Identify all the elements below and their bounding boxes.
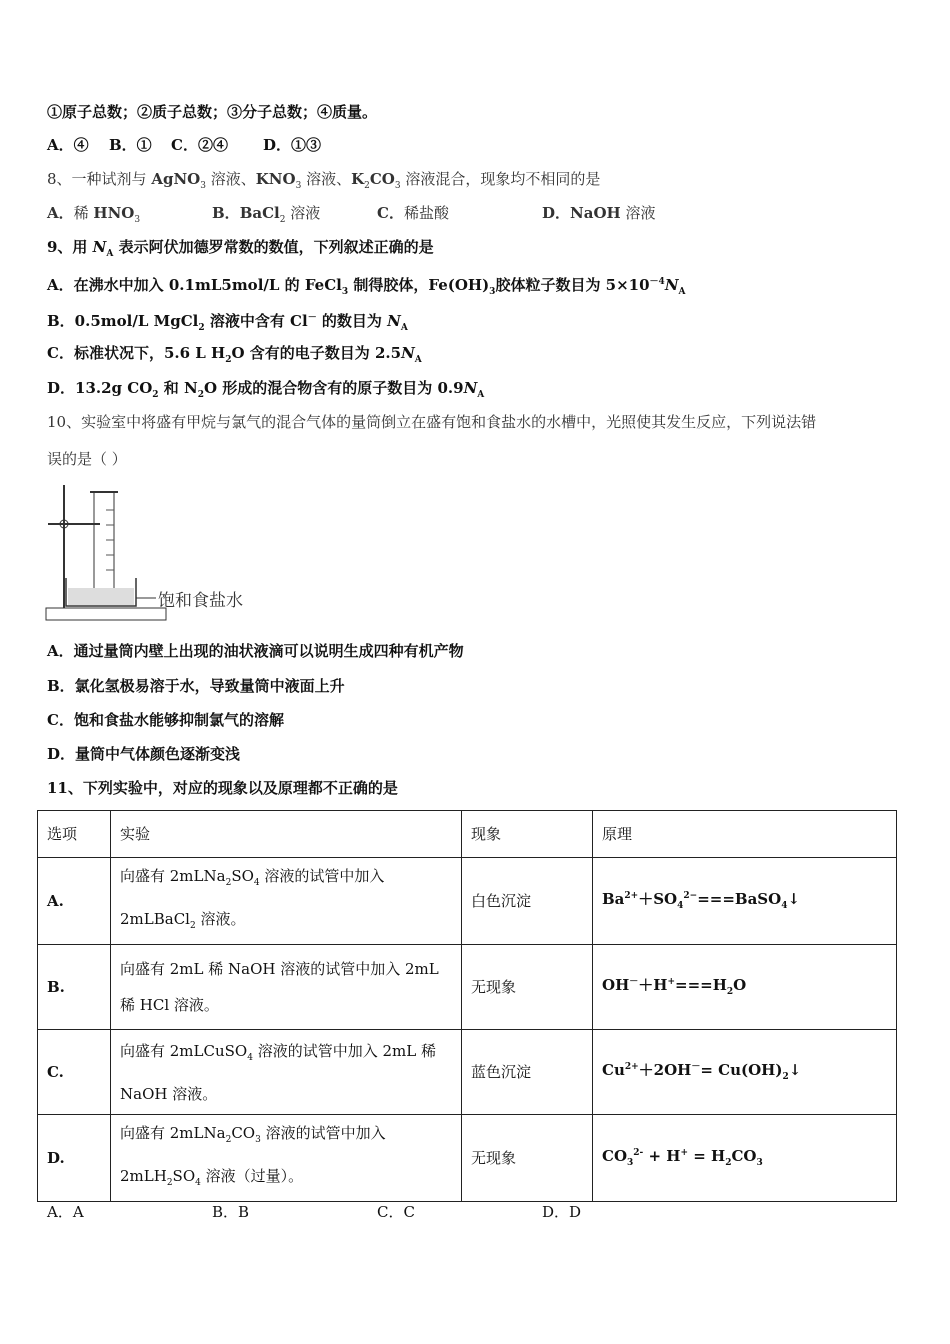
text-segment: A [400, 323, 408, 333]
text-segment: 溶液的试管中加入 2mLBaCl [120, 867, 385, 928]
text-segment: － [307, 313, 317, 323]
text-segment: 稀 [73, 204, 94, 222]
text-segment: 2 [279, 215, 286, 225]
text-segment: A．在沸水中加入 0.1mL5mol/L 的 FeCl [47, 276, 342, 294]
text-line [47, 272, 686, 302]
text-segment: ＋H [638, 976, 668, 994]
text-segment: CO [231, 1124, 256, 1142]
text-segment: 胶体粒子数目为 5×10 [495, 276, 650, 294]
text-segment: 2 [189, 921, 196, 931]
header-option: 选项 [38, 811, 111, 858]
text-line [47, 744, 240, 764]
text-segment: 表示阿伏加德罗常数的数值，下列叙述正确的是 [113, 238, 434, 256]
cell-phenomenon: 白色沉淀 [462, 858, 593, 945]
text-segment: 误的是（ ） [47, 450, 127, 468]
text-segment: BaCl [239, 204, 280, 222]
text-segment: Ba [602, 890, 625, 908]
text-segment: 4 [781, 901, 788, 911]
text-segment: A． [47, 204, 74, 222]
text-segment: 溶液。 [195, 910, 246, 928]
table-row [38, 858, 897, 945]
cell-option: B. [38, 945, 111, 1030]
answer-option [542, 203, 702, 223]
cell-principle [593, 1115, 897, 1202]
text-segment: C．饱和食盐水能够抑制氯气的溶解 [47, 711, 284, 729]
cell-principle [593, 945, 897, 1030]
text-segment: CO [602, 1147, 628, 1165]
table-header-row [38, 811, 897, 858]
text-segment: 2 [225, 1135, 232, 1145]
text-segment: 2 [166, 1178, 173, 1188]
text-segment: C． [377, 204, 404, 222]
text-segment: 3 [255, 1135, 261, 1145]
header-phenomenon: 现象 [462, 811, 593, 858]
text-segment: CO [731, 1147, 757, 1165]
text-segment: 8、一种试剂与 [47, 170, 152, 188]
answer-option: B．B [212, 1203, 250, 1221]
cell-experiment [111, 858, 462, 945]
cell-option: A. [38, 858, 111, 945]
text-segment: 2+ [624, 1062, 639, 1072]
text-segment: 和 N [158, 379, 198, 397]
text-segment: O [733, 976, 747, 994]
cell-experiment [111, 1115, 462, 1202]
text-segment: C．标准状况下，5.6 L H [47, 344, 226, 362]
text-segment: A．④ [47, 136, 89, 154]
text-segment: D．13.2g CO [47, 379, 153, 397]
text-segment: 4 [253, 878, 260, 888]
text-segment: 溶液中含有 Cl [204, 312, 308, 330]
cell-principle [593, 858, 897, 945]
text-line [47, 710, 284, 730]
text-line [47, 641, 464, 661]
text-segment: 2− [683, 891, 698, 901]
text-segment: + [667, 977, 675, 987]
answer-option: A．A [47, 1203, 84, 1221]
text-segment: ①原子总数；②质子总数；③分子总数；④质量。 [47, 103, 378, 121]
text-segment: K [351, 170, 365, 188]
text-segment: 溶液的试管中加入 2mL 稀 NaOH 溶液。 [120, 1041, 436, 1103]
text-segment: = Cu(OH) [700, 1061, 783, 1079]
text-line [47, 449, 127, 469]
text-segment: A [678, 287, 686, 297]
text-segment: 稀盐酸 [403, 204, 449, 222]
text-segment: B．① [109, 136, 152, 154]
cell-phenomenon: 无现象 [462, 1115, 593, 1202]
text-segment: 2 [197, 390, 204, 400]
text-line [47, 169, 600, 196]
text-segment: 2 [725, 1158, 732, 1168]
text-segment: ＋2OH [638, 1061, 692, 1079]
text-segment: 11、下列实验中，对应的现象以及原理都不正确的是 [47, 779, 398, 797]
text-segment: HNO [93, 204, 135, 222]
text-segment: 溶液混合，现象均不相同的是 [400, 170, 601, 188]
text-segment: 向盛有 2mL 稀 NaOH 溶液的试管中加入 2mL 稀 HCl 溶液。 [120, 960, 439, 1014]
text-segment: 2 [225, 878, 232, 888]
text-segment: SO [172, 1167, 196, 1185]
header-experiment: 实验 [111, 811, 462, 858]
text-line [47, 778, 398, 798]
text-segment: 10、实验室中将盛有甲烷与氯气的混合气体的量筒倒立在盛有饱和食盐水的水槽中，光照使其发生反应，下列说法错 [47, 413, 817, 431]
text-line [47, 135, 343, 155]
text-segment: 向盛有 2mLNa [120, 1124, 226, 1142]
text-segment: ===BaSO [697, 890, 782, 908]
text-segment: 溶液、 [205, 170, 256, 188]
answer-option [47, 135, 109, 155]
text-segment: D．量筒中气体颜色逐渐变浅 [47, 745, 241, 763]
text-line [47, 203, 702, 230]
cell-experiment [111, 945, 462, 1030]
text-segment: 3 [489, 287, 496, 297]
text-segment: 4 [677, 901, 684, 911]
text-segment: 向盛有 2mLNa [120, 867, 226, 885]
text-segment: A [477, 390, 485, 400]
text-segment: A [414, 355, 422, 365]
text-segment: D．①③ [263, 136, 322, 154]
cell-phenomenon: 无现象 [462, 945, 593, 1030]
text-line [47, 378, 484, 405]
text-line [47, 412, 816, 432]
text-segment: NaOH [570, 204, 621, 222]
text-segment: A [106, 249, 114, 259]
text-segment: KNO [255, 170, 296, 188]
text-segment: 2+ [624, 891, 639, 901]
text-segment: ↓ [788, 1061, 802, 1079]
text-segment: － [629, 977, 639, 987]
text-segment: 的数目为 [316, 312, 388, 330]
experiment-table [37, 810, 897, 1202]
text-segment: = H [688, 1147, 726, 1165]
text-segment: 2 [726, 987, 734, 997]
text-segment: N [463, 379, 478, 397]
text-segment: 向盛有 2mLCuSO [120, 1041, 248, 1060]
cell-option: C. [38, 1030, 111, 1115]
text-line [47, 237, 434, 264]
text-segment: 3 [394, 181, 401, 191]
cell-phenomenon: 蓝色沉淀 [462, 1030, 593, 1115]
text-segment: ↓ [787, 890, 801, 908]
answer-option [377, 203, 542, 223]
text-line [47, 343, 422, 370]
text-segment: 2 [782, 1072, 789, 1082]
text-segment: C．②④ [171, 136, 228, 154]
answer-option [263, 135, 343, 155]
text-segment: 2 [364, 181, 370, 191]
text-segment: 溶液、 [301, 170, 352, 188]
text-segment: OH [602, 976, 630, 994]
text-segment: AgNO [151, 170, 201, 188]
text-segment: 溶液的试管中加入 2mLH [120, 1124, 386, 1185]
text-segment: 制得胶体，Fe(OH) [348, 276, 490, 294]
text-segment: 3 [200, 181, 206, 191]
table-row [38, 1030, 897, 1115]
text-segment: 3 [341, 287, 349, 297]
answer-option [212, 203, 377, 230]
text-segment: N [664, 276, 679, 294]
figure-label: 饱和食盐水 [158, 591, 243, 611]
text-segment: － [691, 1062, 701, 1072]
text-segment: O 形成的混合物含有的原子数目为 0.9 [203, 379, 464, 397]
text-segment: 2 [198, 323, 205, 333]
answer-option [109, 135, 171, 155]
text-line [47, 102, 377, 122]
text-segment: N [92, 238, 107, 256]
text-segment: + H [643, 1147, 681, 1165]
text-segment: CO [369, 170, 395, 188]
text-segment: 9、用 [47, 238, 93, 256]
text-segment: 3 [627, 1158, 634, 1168]
text-segment: －4 [649, 277, 665, 287]
text-segment: 3 [756, 1158, 763, 1168]
text-line [47, 676, 345, 696]
text-segment: B． [212, 204, 240, 222]
text-segment: 2- [633, 1148, 644, 1158]
text-segment: O 含有的电子数目为 2.5 [231, 344, 402, 362]
text-segment: 溶液 [285, 204, 321, 222]
text-segment: 3 [134, 215, 141, 225]
text-segment: B．0.5mol/L MgCl [47, 312, 199, 330]
header-principle: 原理 [593, 811, 897, 858]
text-segment: 3 [295, 181, 302, 191]
answer-option: D．D [542, 1203, 582, 1221]
text-segment: 4 [195, 1178, 201, 1188]
text-segment: 2 [152, 390, 159, 400]
answer-option [47, 203, 212, 230]
cell-experiment [111, 1030, 462, 1115]
cell-principle [593, 1030, 897, 1115]
text-segment: Cu [602, 1061, 625, 1079]
text-line [47, 308, 408, 338]
text-segment: + [680, 1148, 689, 1158]
text-segment: N [387, 312, 401, 330]
text-segment: 2 [225, 355, 232, 365]
text-segment: B．氯化氢极易溶于水，导致量筒中液面上升 [47, 677, 345, 695]
text-segment: ＋SO [638, 890, 678, 908]
text-segment: 溶液 [620, 204, 656, 222]
answer-options [47, 1201, 707, 1222]
text-segment: N [401, 344, 415, 362]
answer-option: C．C [377, 1203, 415, 1221]
cell-option: D. [38, 1115, 111, 1202]
text-segment: A．通过量筒内壁上出现的油状液滴可以说明生成四种有机产物 [47, 642, 464, 660]
table-row [38, 945, 897, 1030]
answer-option [171, 135, 263, 155]
text-segment: 4 [247, 1052, 253, 1063]
table-row [38, 1115, 897, 1202]
text-segment: 溶液（过量）。 [200, 1167, 304, 1185]
experiment-figure [44, 480, 264, 630]
text-segment: SO [231, 867, 254, 885]
text-segment: D． [542, 204, 571, 222]
text-segment: ===H [675, 976, 727, 994]
